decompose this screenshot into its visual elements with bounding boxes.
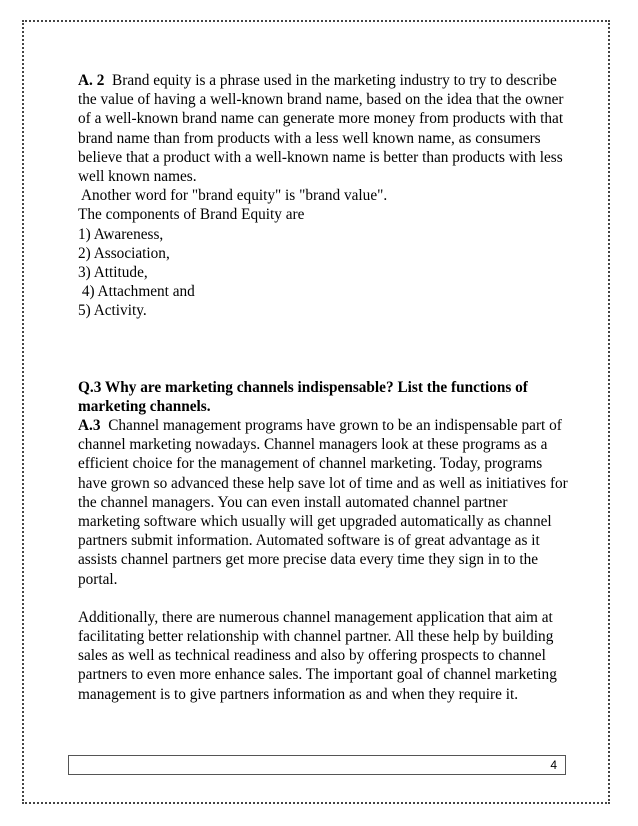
component-item: 1) Awareness, — [78, 225, 164, 243]
spacer — [78, 321, 568, 378]
a2-paragraph — [78, 71, 568, 186]
a2-label: A. 2 — [78, 72, 105, 89]
a3-paragraph — [78, 416, 568, 589]
a3-text: Channel management programs have grown to be an indispensable part of channel marketing nowadays. Channel managers look at these programs as a efficient choice for the management of channel marketing. Today, programs have grown so advanced these help save lot of time and as well as initiatives for the channel managers. You can even install automated channel partner marketing software which usually will get upgraded automatically as channel partners submit information. Automated software is of great advantage as it assists channel partners get more precise data every time they sign in to the portal. — [78, 417, 568, 588]
spacer — [78, 589, 568, 608]
document-body — [78, 71, 568, 704]
a2-another-word: Another word for "brand equity" is "brand value". — [78, 187, 388, 205]
page-number: 4 — [550, 758, 557, 772]
a3-paragraph-2: Additionally, there are numerous channel management application that aim at facilitating better relationship with channel partner. All these help by building sales as well as technical readiness and also by offering prospects to channel partners to even more enhance sales. The important goal of channel marketing management is to give partners information as and when they require it. — [78, 608, 557, 703]
a2-text: Brand equity is a phrase used in the marketing industry to try to describe the value of having a well-known brand name, based on the idea that the owner of a well-known brand name can generate more money from products with that brand name than from products with a less well known name, as consumers believe that a product with a well-known name is better than products with less well known names. — [78, 72, 564, 186]
a3-label: A.3 — [78, 417, 101, 435]
page-footer — [68, 755, 566, 775]
component-item: 3) Attitude, — [78, 264, 148, 282]
component-item: 5) Activity. — [78, 302, 147, 320]
components-intro: The components of Brand Equity are — [78, 206, 305, 224]
component-item: 4) Attachment and — [78, 283, 195, 301]
component-item: 2) Association, — [78, 244, 170, 262]
q3-question: Q.3 Why are marketing channels indispensable? List the functions of marketing channels. — [78, 378, 528, 415]
